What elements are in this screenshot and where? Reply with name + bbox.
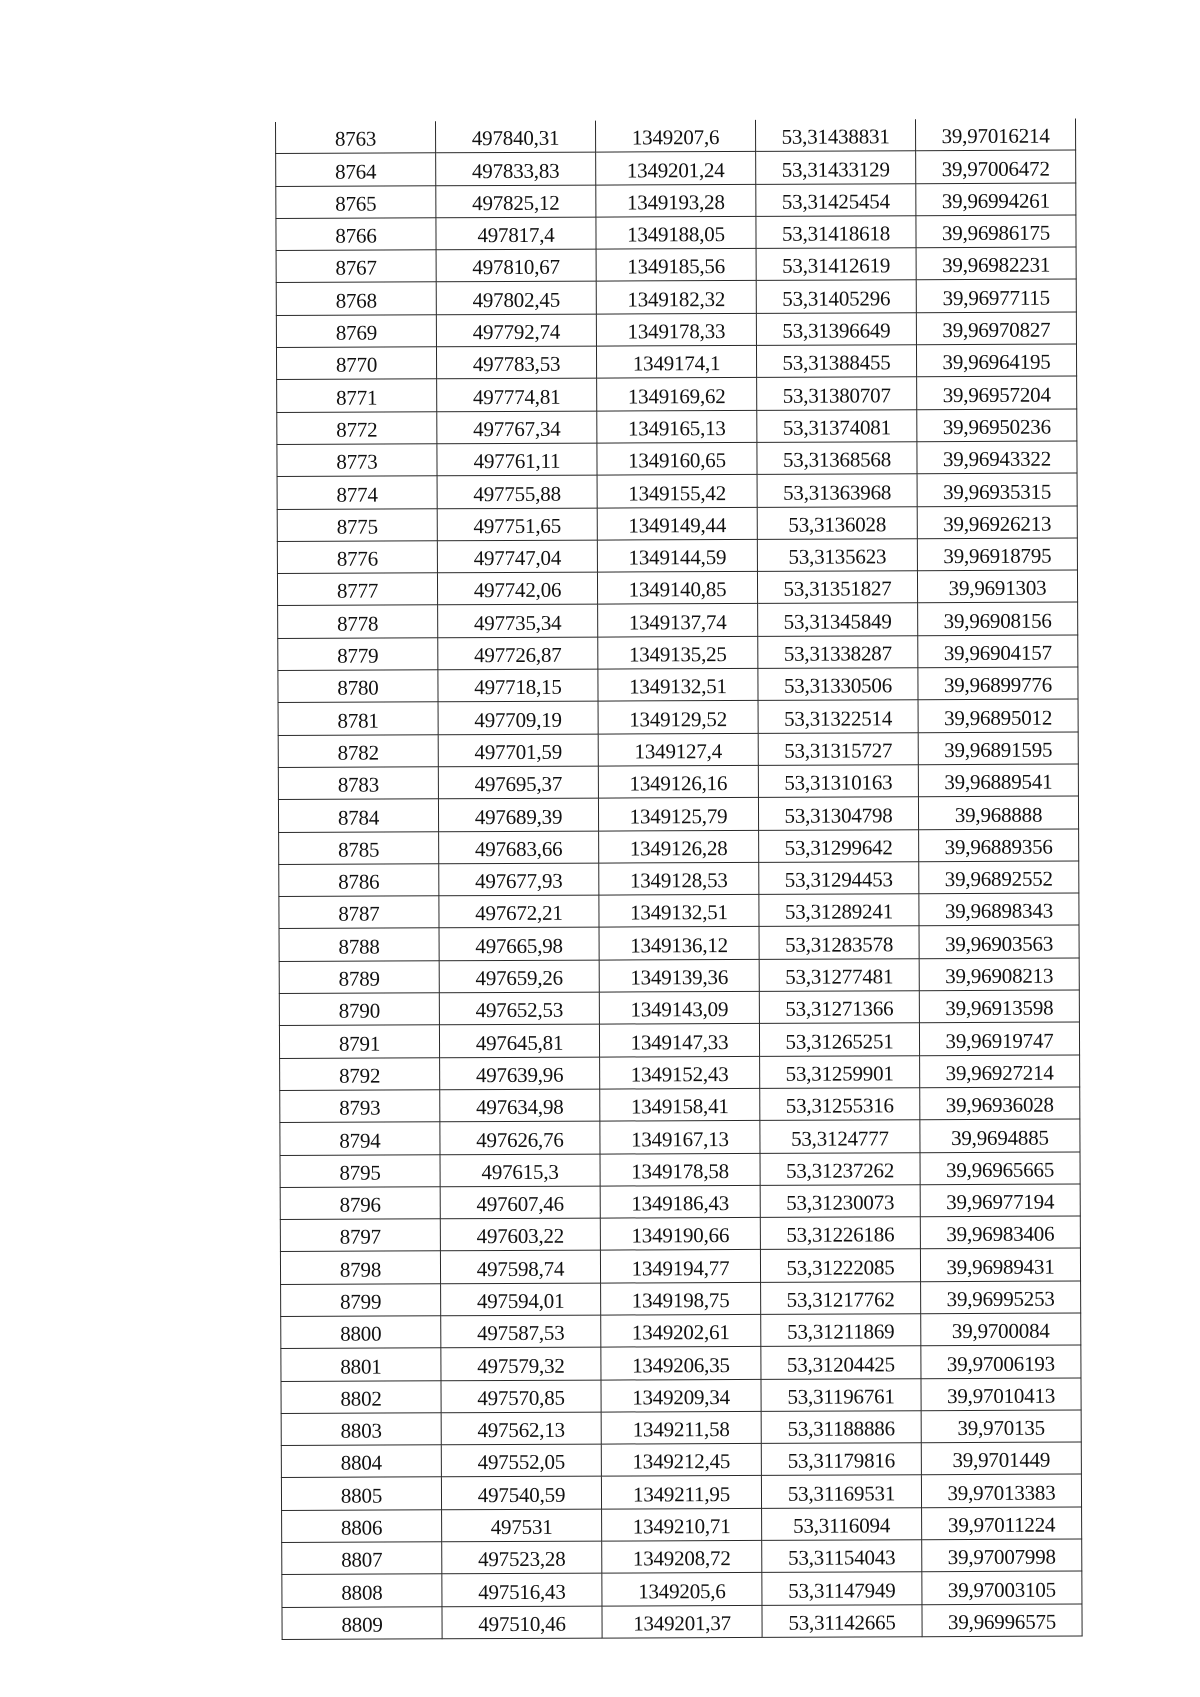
longitude-cell: 39,9691303 [917,570,1077,603]
latitude-cell: 53,31438831 [755,119,915,151]
longitude-cell: 39,9701449 [921,1442,1081,1475]
table-row [281,1345,1081,1381]
table-row [280,1248,1080,1284]
y-coordinate-cell: 1349198,75 [601,1282,761,1315]
latitude-cell: 53,31299642 [759,829,919,862]
table-row [280,1151,1080,1187]
longitude-cell: 39,96895012 [918,699,1078,732]
longitude-cell: 39,96964195 [916,344,1076,377]
y-coordinate-cell: 1349188,05 [596,216,756,249]
point-number-cell: 8795 [280,1154,440,1187]
y-coordinate-cell: 1349129,52 [598,701,758,734]
x-coordinate-cell: 497523,28 [442,1541,602,1574]
longitude-cell: 39,9700084 [921,1313,1081,1346]
y-coordinate-cell: 1349147,33 [599,1024,759,1057]
table-row [280,1055,1080,1091]
latitude-cell: 53,31147949 [762,1572,922,1605]
table-row [276,312,1076,348]
y-coordinate-cell: 1349135,25 [598,636,758,669]
table-row [278,667,1078,703]
x-coordinate-cell: 497833,83 [436,152,596,185]
longitude-cell: 39,96927214 [920,1055,1080,1088]
longitude-cell: 39,97007998 [922,1539,1082,1572]
table-row [278,602,1078,638]
x-coordinate-cell: 497792,74 [436,314,596,347]
x-coordinate-cell: 497540,59 [441,1477,601,1510]
longitude-cell: 39,96986175 [916,215,1076,248]
x-coordinate-cell: 497783,53 [436,346,596,379]
x-coordinate-cell: 497755,88 [437,475,597,508]
longitude-cell: 39,97006193 [921,1345,1081,1378]
point-number-cell: 8802 [281,1380,441,1413]
x-coordinate-cell: 497634,98 [440,1089,600,1122]
x-coordinate-cell: 497751,65 [437,508,597,541]
x-coordinate-cell: 497516,43 [442,1573,602,1606]
longitude-cell: 39,96903563 [919,925,1079,958]
point-number-cell: 8764 [276,153,436,186]
table-row [276,247,1076,283]
latitude-cell: 53,31338287 [758,635,918,668]
latitude-cell: 53,31237262 [760,1152,920,1185]
point-number-cell: 8792 [280,1057,440,1090]
longitude-cell: 39,96908213 [919,958,1079,991]
y-coordinate-cell: 1349169,62 [597,378,757,411]
point-number-cell: 8772 [277,411,437,444]
y-coordinate-cell: 1349178,33 [596,313,756,346]
table-row [278,796,1078,832]
y-coordinate-cell: 1349201,24 [596,152,756,185]
table-row [277,473,1077,509]
y-coordinate-cell: 1349186,43 [600,1185,760,1218]
y-coordinate-cell: 1349126,16 [598,765,758,798]
point-number-cell: 8775 [277,508,437,541]
longitude-cell: 39,96889356 [919,829,1079,862]
point-number-cell: 8763 [276,121,436,153]
x-coordinate-cell: 497665,98 [439,928,599,961]
x-coordinate-cell: 497802,45 [436,282,596,315]
y-coordinate-cell: 1349140,85 [597,572,757,605]
x-coordinate-cell: 497579,32 [441,1347,601,1380]
longitude-cell: 39,97006472 [916,150,1076,183]
longitude-cell: 39,96989431 [920,1248,1080,1281]
longitude-cell: 39,96889541 [918,764,1078,797]
latitude-cell: 53,31433129 [756,151,916,184]
longitude-cell: 39,968888 [918,796,1078,829]
point-number-cell: 8785 [279,831,439,864]
latitude-cell: 53,31374081 [757,409,917,442]
table-row [280,1119,1080,1155]
latitude-cell: 53,31196761 [761,1378,921,1411]
longitude-cell: 39,96977115 [916,279,1076,312]
longitude-cell: 39,96983406 [920,1216,1080,1249]
point-number-cell: 8780 [278,670,438,703]
point-number-cell: 8769 [276,315,436,348]
point-number-cell: 8768 [276,282,436,315]
table-row [278,732,1078,768]
x-coordinate-cell: 497735,34 [438,605,598,638]
longitude-cell: 39,96913598 [919,990,1079,1023]
x-coordinate-cell: 497626,76 [440,1121,600,1154]
x-coordinate-cell: 497774,81 [437,378,597,411]
table-row [278,764,1078,800]
point-number-cell: 8809 [282,1606,442,1639]
latitude-cell: 53,31396649 [756,312,916,345]
longitude-cell: 39,96926213 [917,506,1077,539]
y-coordinate-cell: 1349125,79 [598,798,758,831]
latitude-cell: 53,31380707 [757,377,917,410]
y-coordinate-cell: 1349167,13 [600,1121,760,1154]
x-coordinate-cell: 497570,85 [441,1380,601,1413]
longitude-cell: 39,96996575 [922,1604,1082,1637]
longitude-cell: 39,97013383 [921,1474,1081,1507]
x-coordinate-cell: 497742,06 [437,572,597,605]
point-number-cell: 8796 [280,1187,440,1220]
point-number-cell: 8803 [281,1413,441,1446]
table-row [280,1216,1080,1252]
x-coordinate-cell: 497615,3 [440,1154,600,1187]
x-coordinate-cell: 497810,67 [436,249,596,282]
point-number-cell: 8783 [278,767,438,800]
latitude-cell: 53,31283578 [759,926,919,959]
table-row [281,1410,1081,1446]
point-number-cell: 8777 [277,573,437,606]
table-row [276,279,1076,315]
x-coordinate-cell: 497531 [442,1509,602,1542]
y-coordinate-cell: 1349185,56 [596,249,756,282]
table-row [276,183,1076,219]
x-coordinate-cell: 497594,01 [441,1283,601,1316]
y-coordinate-cell: 1349207,6 [595,120,755,152]
point-number-cell: 8799 [281,1283,441,1316]
latitude-cell: 53,3135623 [757,539,917,572]
x-coordinate-cell: 497552,05 [441,1444,601,1477]
y-coordinate-cell: 1349128,53 [599,862,759,895]
y-coordinate-cell: 1349211,95 [601,1476,761,1509]
y-coordinate-cell: 1349194,77 [600,1250,760,1283]
latitude-cell: 53,31304798 [758,797,918,830]
y-coordinate-cell: 1349139,36 [599,959,759,992]
y-coordinate-cell: 1349144,59 [597,539,757,572]
x-coordinate-cell: 497510,46 [442,1606,602,1639]
table-row [282,1539,1082,1575]
y-coordinate-cell: 1349193,28 [596,184,756,217]
latitude-cell: 53,31412619 [756,248,916,281]
point-number-cell: 8786 [279,864,439,897]
longitude-cell: 39,96908156 [918,602,1078,635]
longitude-cell: 39,97003105 [922,1571,1082,1604]
latitude-cell: 53,31259901 [760,1055,920,1088]
y-coordinate-cell: 1349211,58 [601,1411,761,1444]
longitude-cell: 39,97011224 [922,1507,1082,1540]
table-row [279,958,1079,994]
x-coordinate-cell: 497817,4 [436,217,596,250]
point-number-cell: 8805 [281,1477,441,1510]
latitude-cell: 53,31363968 [757,474,917,507]
y-coordinate-cell: 1349174,1 [596,345,756,378]
point-number-cell: 8767 [276,250,436,283]
latitude-cell: 53,31345849 [758,603,918,636]
longitude-cell: 39,96943322 [917,441,1077,474]
x-coordinate-cell: 497709,19 [438,701,598,734]
point-number-cell: 8789 [279,961,439,994]
latitude-cell: 53,31405296 [756,280,916,313]
latitude-cell: 53,31277481 [759,958,919,991]
latitude-cell: 53,31188886 [761,1411,921,1444]
point-number-cell: 8788 [279,928,439,961]
x-coordinate-cell: 497587,53 [441,1315,601,1348]
longitude-cell: 39,96936028 [920,1087,1080,1120]
y-coordinate-cell: 1349149,44 [597,507,757,540]
y-coordinate-cell: 1349210,71 [602,1508,762,1541]
latitude-cell: 53,31217762 [761,1281,921,1314]
longitude-cell: 39,96892552 [919,861,1079,894]
longitude-cell: 39,96899776 [918,667,1078,700]
x-coordinate-cell: 497652,53 [439,992,599,1025]
x-coordinate-cell: 497645,81 [439,1024,599,1057]
table-row [282,1571,1082,1607]
longitude-cell: 39,96904157 [918,635,1078,668]
y-coordinate-cell: 1349209,34 [601,1379,761,1412]
table-row [276,150,1076,186]
latitude-cell: 53,31368568 [757,442,917,475]
latitude-cell: 53,31388455 [756,345,916,378]
table-row [277,409,1077,445]
point-number-cell: 8793 [280,1090,440,1123]
point-number-cell: 8800 [281,1316,441,1349]
point-number-cell: 8807 [282,1542,442,1575]
latitude-cell: 53,3136028 [757,506,917,539]
point-number-cell: 8801 [281,1348,441,1381]
longitude-cell: 39,96977194 [920,1184,1080,1217]
x-coordinate-cell: 497840,31 [435,121,595,153]
latitude-cell: 53,31265251 [759,1023,919,1056]
latitude-cell: 53,31351827 [757,571,917,604]
table-row [280,1184,1080,1220]
longitude-cell: 39,96965665 [920,1151,1080,1184]
point-number-cell: 8773 [277,444,437,477]
longitude-cell: 39,96898343 [919,893,1079,926]
table-row [279,990,1079,1026]
longitude-cell: 39,9694885 [920,1119,1080,1152]
latitude-cell: 53,31330506 [758,668,918,701]
y-coordinate-cell: 1349143,09 [599,991,759,1024]
table-row [278,699,1078,735]
y-coordinate-cell: 1349165,13 [597,410,757,443]
y-coordinate-cell: 1349202,61 [601,1314,761,1347]
latitude-cell: 53,31142665 [762,1604,922,1637]
longitude-cell: 39,96995253 [921,1281,1081,1314]
y-coordinate-cell: 1349190,66 [600,1217,760,1250]
y-coordinate-cell: 1349158,41 [600,1088,760,1121]
y-coordinate-cell: 1349152,43 [600,1056,760,1089]
point-number-cell: 8766 [276,218,436,251]
latitude-cell: 53,31204425 [761,1346,921,1379]
table-row [277,376,1077,412]
latitude-cell: 53,31222085 [760,1249,920,1282]
table-row [277,441,1077,477]
y-coordinate-cell: 1349178,58 [600,1153,760,1186]
table-row [276,344,1076,380]
coordinates-table [275,119,1083,1640]
x-coordinate-cell: 497603,22 [440,1218,600,1251]
y-coordinate-cell: 1349136,12 [599,927,759,960]
x-coordinate-cell: 497695,37 [438,766,598,799]
x-coordinate-cell: 497718,15 [438,669,598,702]
y-coordinate-cell: 1349201,37 [602,1605,762,1638]
x-coordinate-cell: 497683,66 [439,831,599,864]
point-number-cell: 8806 [282,1510,442,1543]
latitude-cell: 53,31322514 [758,700,918,733]
y-coordinate-cell: 1349127,4 [598,733,758,766]
latitude-cell: 53,31425454 [756,183,916,216]
latitude-cell: 53,31310163 [758,765,918,798]
point-number-cell: 8784 [278,799,438,832]
latitude-cell: 53,31289241 [759,894,919,927]
longitude-cell: 39,97010413 [921,1378,1081,1411]
longitude-cell: 39,96918795 [917,538,1077,571]
point-number-cell: 8804 [281,1445,441,1478]
x-coordinate-cell: 497726,87 [438,637,598,670]
latitude-cell: 53,31169531 [761,1475,921,1508]
latitude-cell: 53,31154043 [762,1540,922,1573]
latitude-cell: 53,31294453 [759,862,919,895]
point-number-cell: 8794 [280,1122,440,1155]
table-row [277,538,1077,574]
x-coordinate-cell: 497659,26 [439,960,599,993]
longitude-cell: 39,97016214 [915,119,1075,151]
latitude-cell: 53,3124777 [760,1120,920,1153]
y-coordinate-cell: 1349126,28 [599,830,759,863]
longitude-cell: 39,96994261 [916,183,1076,216]
longitude-cell: 39,96935315 [917,473,1077,506]
y-coordinate-cell: 1349182,32 [596,281,756,314]
table-row [276,119,1076,154]
longitude-cell: 39,96950236 [917,409,1077,442]
table-row [281,1442,1081,1478]
table-row [277,570,1077,606]
latitude-cell: 53,31179816 [761,1443,921,1476]
table-row [279,925,1079,961]
y-coordinate-cell: 1349208,72 [602,1540,762,1573]
table-row [281,1313,1081,1349]
point-number-cell: 8779 [278,638,438,671]
longitude-cell: 39,96957204 [917,376,1077,409]
latitude-cell: 53,3116094 [762,1507,922,1540]
table-row [282,1507,1082,1543]
point-number-cell: 8782 [278,734,438,767]
table-row [276,215,1076,251]
table-row [279,1022,1079,1058]
longitude-cell: 39,96919747 [919,1022,1079,1055]
table-row [279,861,1079,897]
point-number-cell: 8781 [278,702,438,735]
x-coordinate-cell: 497689,39 [438,798,598,831]
latitude-cell: 53,31255316 [760,1088,920,1121]
point-number-cell: 8776 [277,541,437,574]
point-number-cell: 8765 [276,185,436,218]
x-coordinate-cell: 497672,21 [439,895,599,928]
y-coordinate-cell: 1349132,51 [598,668,758,701]
x-coordinate-cell: 497677,93 [439,863,599,896]
longitude-cell: 39,96891595 [918,732,1078,765]
x-coordinate-cell: 497607,46 [440,1186,600,1219]
table-row [282,1604,1082,1640]
point-number-cell: 8770 [276,347,436,380]
x-coordinate-cell: 497562,13 [441,1412,601,1445]
point-number-cell: 8771 [277,379,437,412]
y-coordinate-cell: 1349132,51 [599,895,759,928]
table-row [281,1378,1081,1414]
x-coordinate-cell: 497825,12 [436,185,596,218]
latitude-cell: 53,31315727 [758,732,918,765]
table-row [279,829,1079,865]
point-number-cell: 8797 [280,1219,440,1252]
table-row [281,1474,1081,1510]
point-number-cell: 8798 [280,1251,440,1284]
table-row [279,893,1079,929]
y-coordinate-cell: 1349206,35 [601,1347,761,1380]
y-coordinate-cell: 1349155,42 [597,475,757,508]
point-number-cell: 8787 [279,896,439,929]
point-number-cell: 8808 [282,1574,442,1607]
table-row [281,1281,1081,1317]
latitude-cell: 53,31271366 [759,991,919,1024]
latitude-cell: 53,31211869 [761,1314,921,1347]
longitude-cell: 39,96982231 [916,247,1076,280]
y-coordinate-cell: 1349205,6 [602,1573,762,1606]
x-coordinate-cell: 497761,11 [437,443,597,476]
x-coordinate-cell: 497747,04 [437,540,597,573]
point-number-cell: 8790 [279,993,439,1026]
longitude-cell: 39,970135 [921,1410,1081,1443]
point-number-cell: 8778 [278,605,438,638]
table-row [277,506,1077,542]
table-row [280,1087,1080,1123]
point-number-cell: 8791 [279,1025,439,1058]
latitude-cell: 53,31226186 [760,1217,920,1250]
x-coordinate-cell: 497701,59 [438,734,598,767]
table-row [278,635,1078,671]
y-coordinate-cell: 1349137,74 [598,604,758,637]
y-coordinate-cell: 1349212,45 [601,1444,761,1477]
x-coordinate-cell: 497598,74 [440,1250,600,1283]
coordinates-table-body [276,119,1083,1640]
latitude-cell: 53,31230073 [760,1184,920,1217]
y-coordinate-cell: 1349160,65 [597,442,757,475]
x-coordinate-cell: 497639,96 [440,1057,600,1090]
longitude-cell: 39,96970827 [916,312,1076,345]
point-number-cell: 8774 [277,476,437,509]
latitude-cell: 53,31418618 [756,216,916,249]
x-coordinate-cell: 497767,34 [437,411,597,444]
